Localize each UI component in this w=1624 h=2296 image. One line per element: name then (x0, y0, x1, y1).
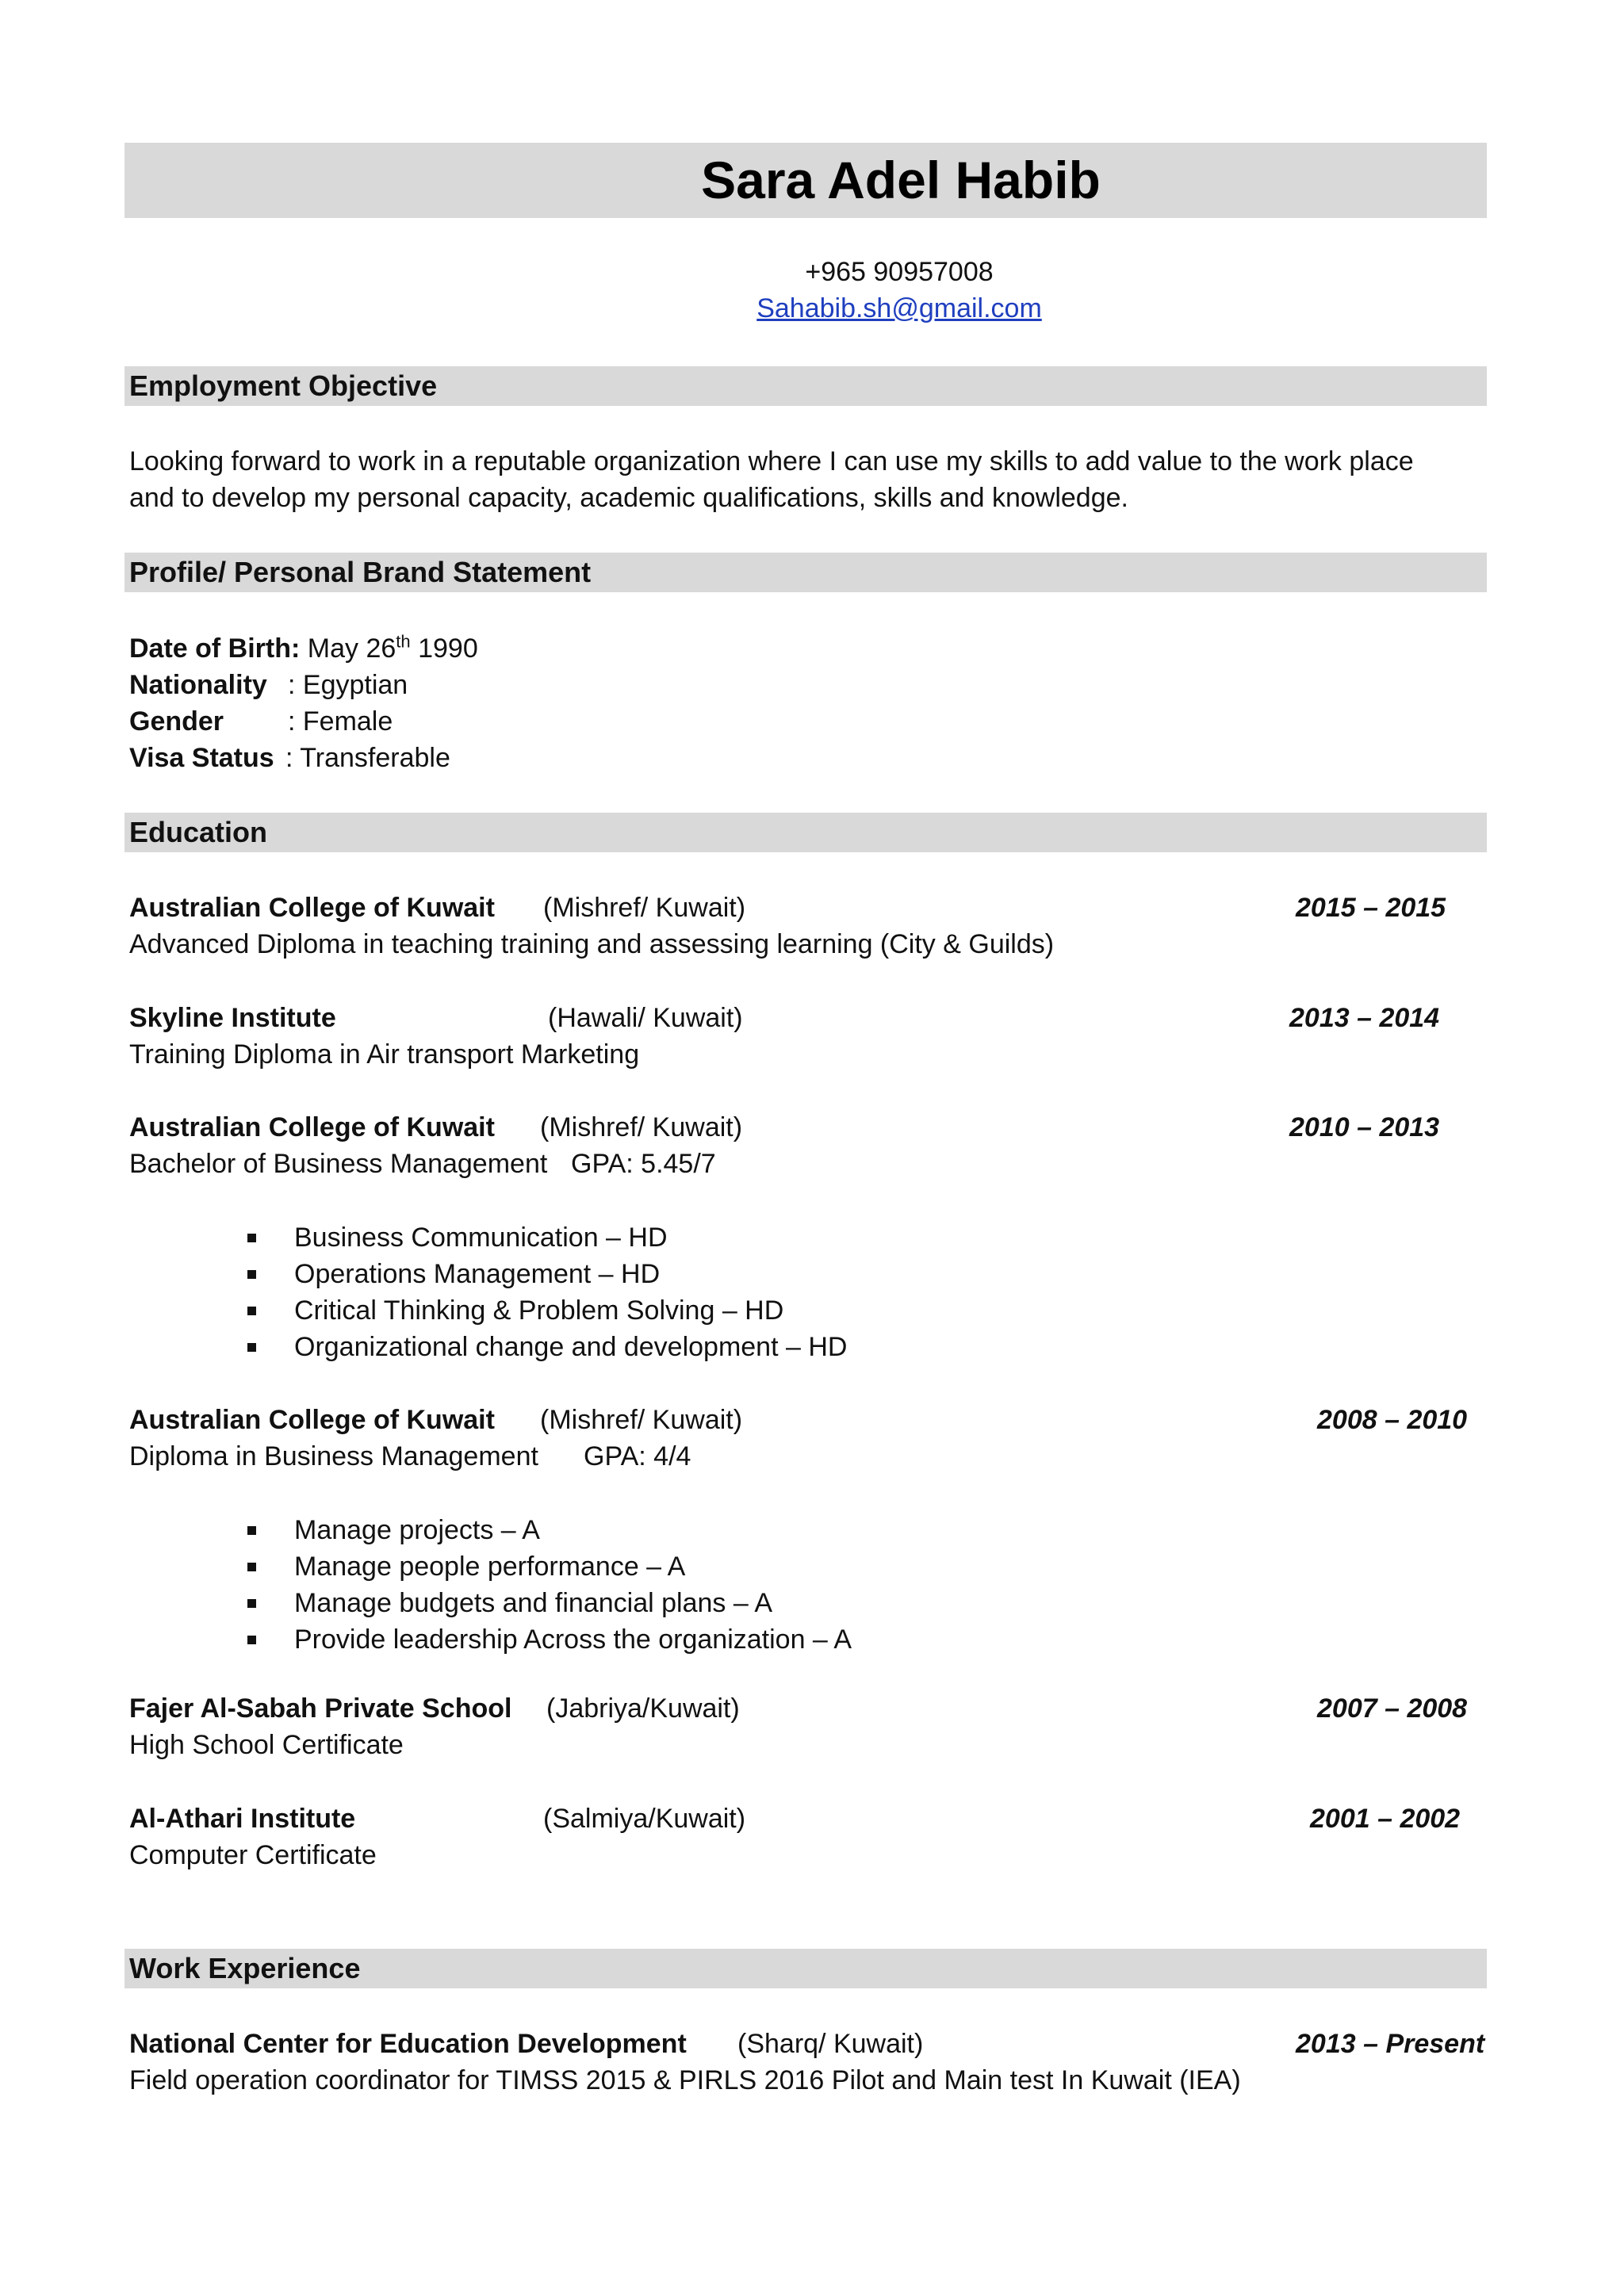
section-header-objective (124, 366, 1487, 406)
work-location: (Sharq/ Kuwait) (737, 2029, 924, 2059)
education-institution: Al-Athari Institute (129, 1804, 356, 1834)
education-gpa: GPA: 4/4 (584, 1441, 691, 1471)
education-location: (Mishref/ Kuwait) (540, 1112, 743, 1142)
name-banner (124, 143, 1487, 218)
section-title: Work Experience (129, 1952, 361, 1984)
profile-visa-row (129, 740, 450, 776)
section-title: Education (129, 816, 268, 848)
list-item: Critical Thinking & Problem Solving – HD (242, 1292, 847, 1329)
profile-dob-row (129, 630, 478, 667)
education-institution: Fajer Al-Sabah Private School (129, 1693, 512, 1724)
education-detail: Bachelor of Business Management (129, 1149, 548, 1179)
dob-label: Date of Birth: (129, 633, 301, 664)
list-item: Business Communication – HD (242, 1219, 847, 1256)
education-dates: 2007 – 2008 (1317, 1693, 1468, 1724)
section-header-education (124, 813, 1487, 852)
education-location: (Mishref/ Kuwait) (543, 893, 746, 923)
section-header-profile (124, 553, 1487, 592)
education-gpa: GPA: 5.45/7 (571, 1149, 716, 1179)
contact-email-row (0, 290, 1624, 327)
work-detail: Field operation coordinator for TIMSS 2015 & PIRLS 2016 Pilot and Main test In Kuwait (IEA) (129, 2065, 1241, 2095)
section-title: Profile/ Personal Brand Statement (129, 556, 592, 588)
education-location: (Jabriya/Kuwait) (546, 1693, 740, 1724)
list-item: Organizational change and development – HD (242, 1329, 847, 1365)
education-institution: Australian College of Kuwait (129, 1112, 495, 1142)
education-modules-list (242, 1512, 852, 1658)
education-detail: Diploma in Business Management (129, 1441, 538, 1471)
list-item: Manage people performance – A (242, 1548, 852, 1585)
section-title: Employment Objective (129, 369, 438, 402)
education-dates: 2008 – 2010 (1317, 1405, 1468, 1435)
candidate-name: Sara Adel Habib (701, 151, 1101, 209)
education-location: (Hawali/ Kuwait) (548, 1003, 743, 1033)
gender-value: : Female (288, 706, 393, 737)
contact-email-link[interactable]: Sahabib.sh@gmail.com (756, 293, 1042, 323)
education-detail: High School Certificate (129, 1730, 404, 1760)
visa-value: : Transferable (285, 743, 450, 773)
education-detail: Training Diploma in Air transport Marketing (129, 1039, 640, 1070)
education-institution: Australian College of Kuwait (129, 1405, 495, 1435)
dob-value-suffix: th (396, 631, 411, 652)
list-item: Provide leadership Across the organization – A (242, 1621, 852, 1658)
visa-label: Visa Status (129, 743, 274, 773)
education-location: (Salmiya/Kuwait) (543, 1804, 746, 1834)
work-organization: National Center for Education Development (129, 2029, 687, 2059)
education-location: (Mishref/ Kuwait) (540, 1405, 743, 1435)
education-institution: Skyline Institute (129, 1003, 336, 1033)
list-item: Operations Management – HD (242, 1256, 847, 1292)
dob-value-year: 1990 (418, 633, 478, 664)
profile-nationality-row (129, 667, 408, 703)
contact-phone: +965 90957008 (805, 257, 994, 287)
education-dates: 2001 – 2002 (1310, 1804, 1461, 1834)
list-item: Manage budgets and financial plans – A (242, 1585, 852, 1621)
gender-label: Gender (129, 706, 224, 737)
education-detail: Advanced Diploma in teaching training and assessing learning (City & Guilds) (129, 929, 1055, 959)
education-dates: 2010 – 2013 (1289, 1112, 1440, 1142)
profile-gender-row (129, 703, 393, 740)
education-institution: Australian College of Kuwait (129, 893, 495, 923)
education-dates: 2013 – 2014 (1289, 1003, 1440, 1033)
education-dates: 2015 – 2015 (1296, 893, 1446, 923)
objective-text-line-1: Looking forward to work in a reputable organization where I can use my skills to add value to the work place (129, 446, 1414, 476)
nationality-label: Nationality (129, 670, 267, 700)
section-header-work (124, 1949, 1487, 1988)
objective-text-line-2: and to develop my personal capacity, academic qualifications, skills and knowledge. (129, 483, 1128, 513)
work-dates: 2013 – Present (1296, 2029, 1485, 2059)
education-detail: Computer Certificate (129, 1840, 377, 1870)
nationality-value: : Egyptian (288, 670, 408, 700)
list-item: Manage projects – A (242, 1512, 852, 1548)
dob-value-day: May 26 (307, 633, 396, 664)
education-modules-list (242, 1219, 847, 1365)
